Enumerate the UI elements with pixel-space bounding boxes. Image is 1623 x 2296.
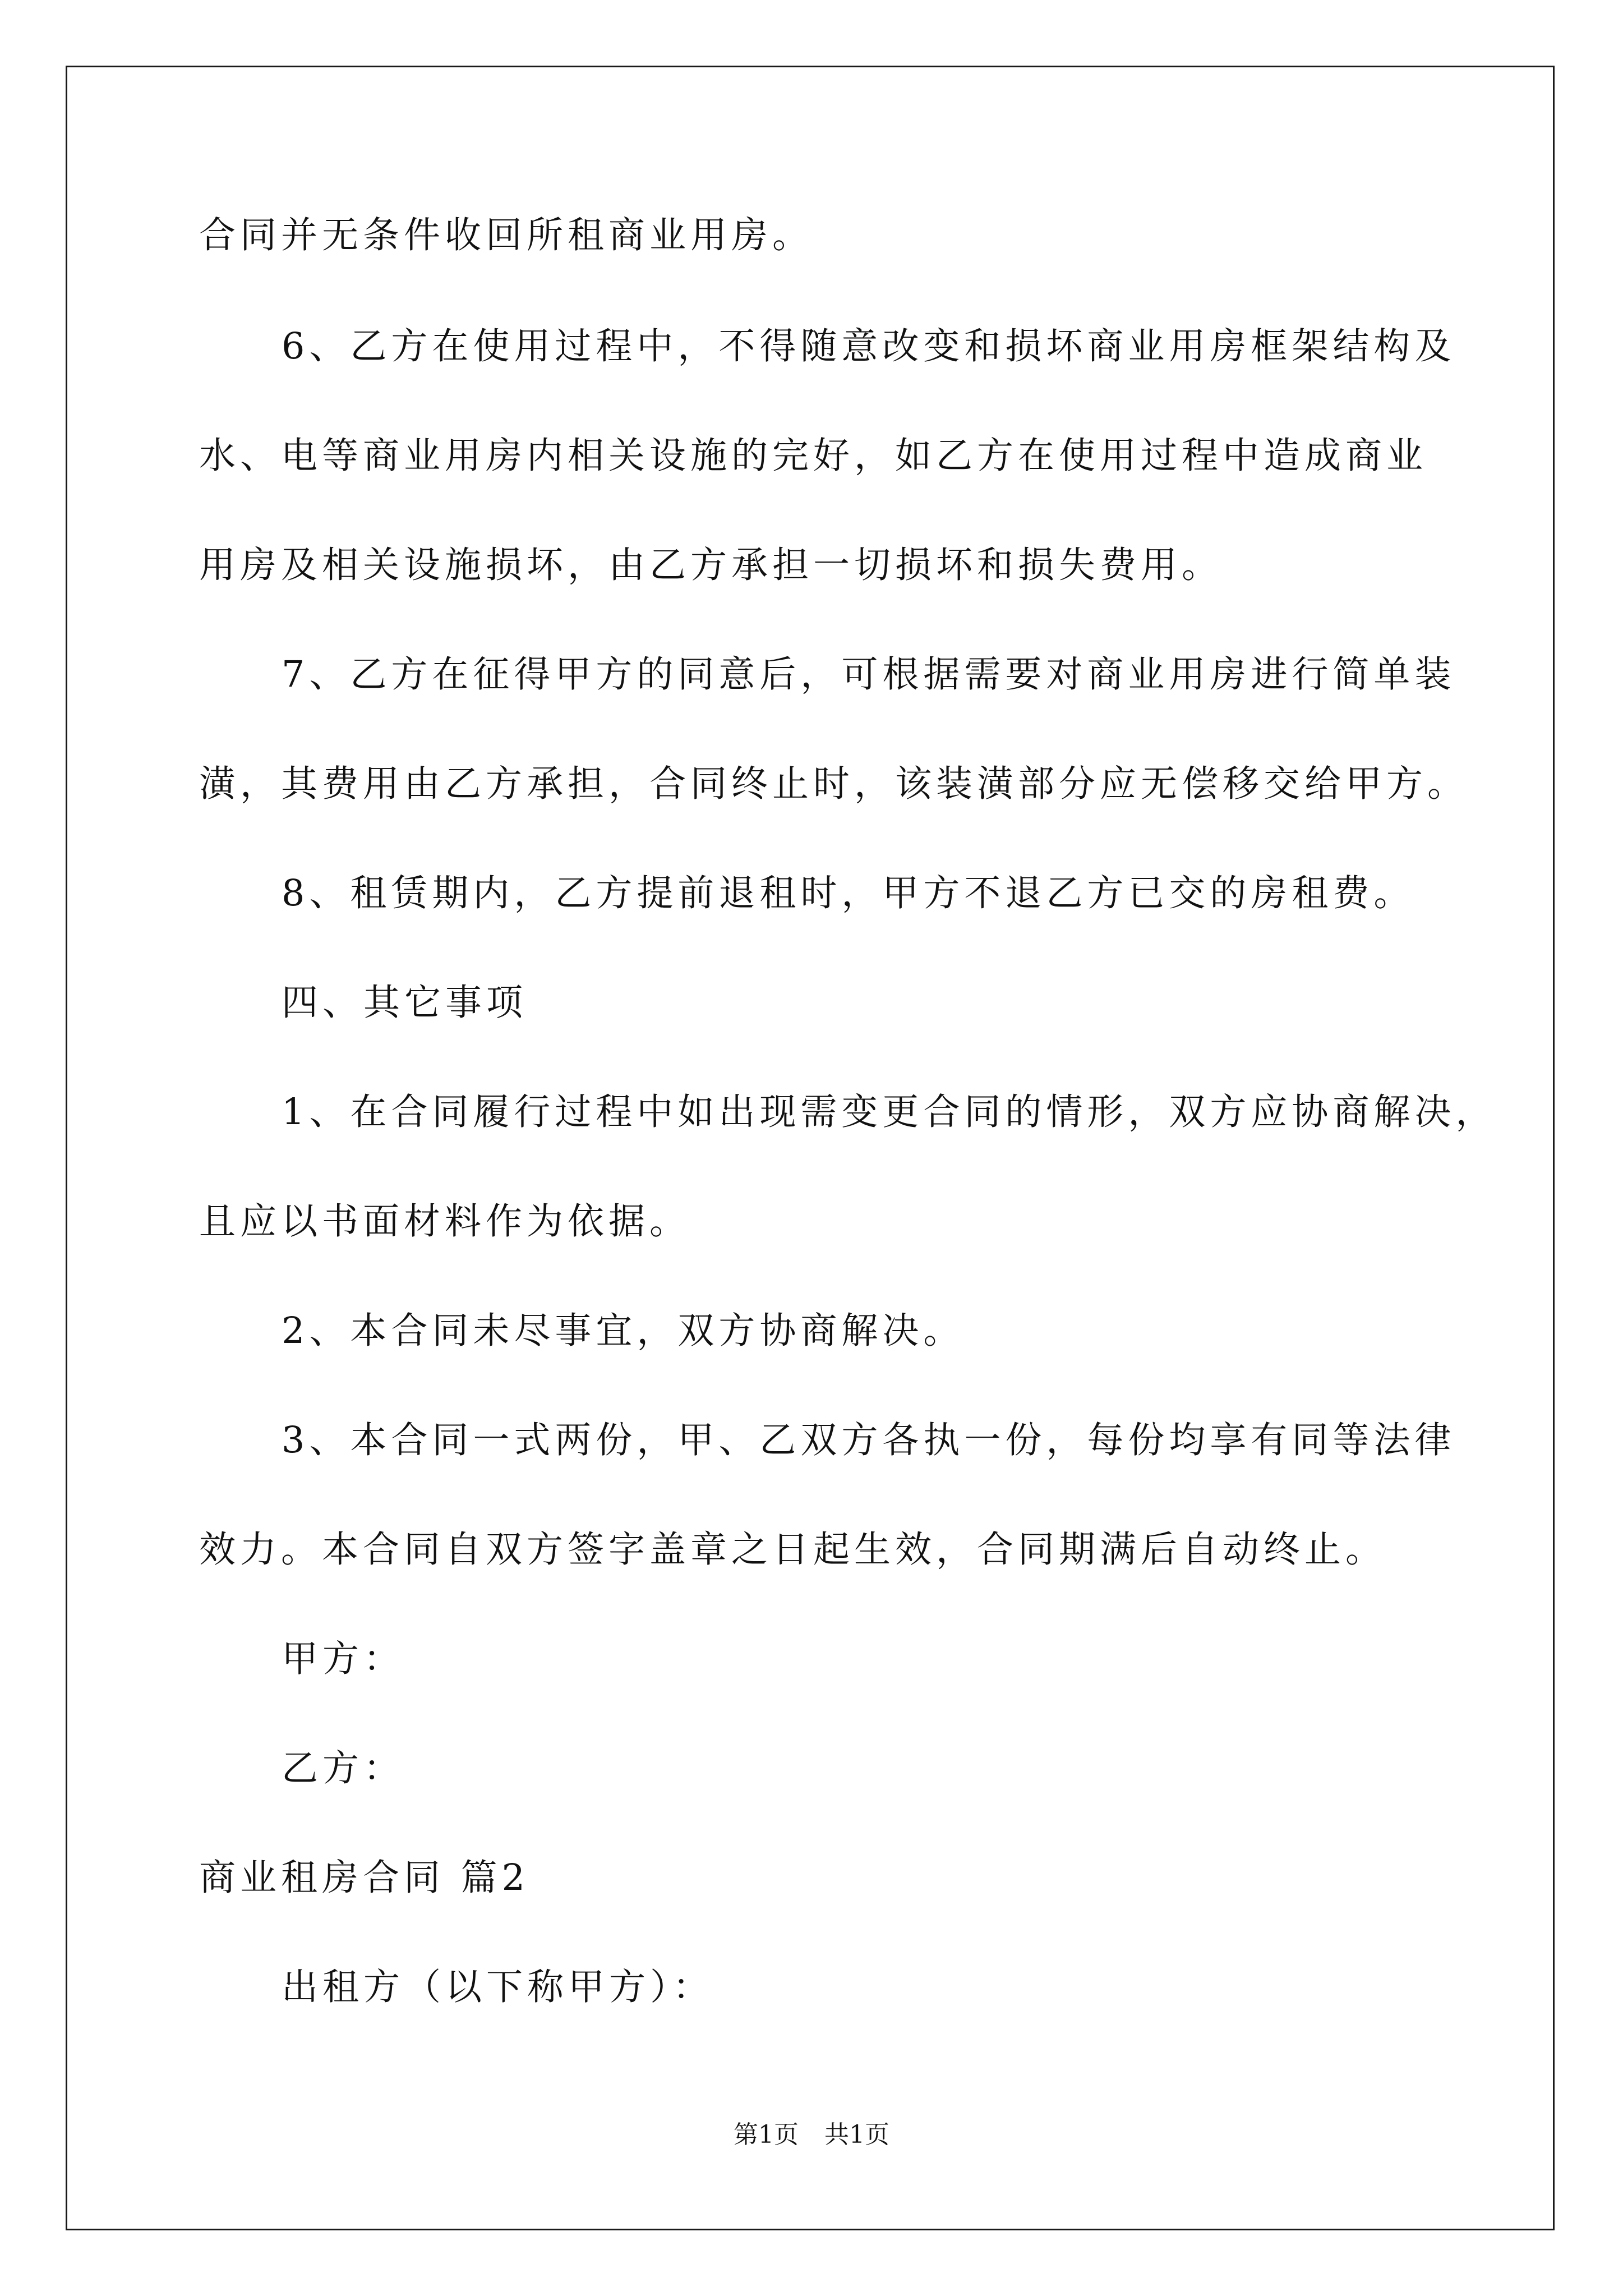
contract-title: 商业租房合同 篇2 (199, 1857, 530, 1899)
page-footer (0, 2118, 1623, 2152)
paragraph-line: 1、在合同履行过程中如出现需变更合同的情形，双方应协商解决， (282, 1091, 1497, 1133)
paragraph-line: 2、本合同未尽事宜，双方协商解决。 (282, 1310, 965, 1352)
paragraph-line: 且应以书面材料作为依据。 (199, 1200, 691, 1243)
party-b-label: 乙方： (282, 1747, 405, 1789)
paragraph-line: 效力。本合同自双方签字盖章之日起生效，合同期满后自动终止。 (199, 1529, 1387, 1571)
paragraph-line: 6、乙方在使用过程中，不得随意改变和损坏商业用房框架结构及 (282, 325, 1456, 367)
page-total: 共1页 (824, 2120, 889, 2149)
paragraph-line: 潢，其费用由乙方承担，合同终止时，该装潢部分应无偿移交给甲方。 (199, 763, 1469, 805)
lessor-label: 出租方（以下称甲方）： (282, 1966, 714, 2008)
page-number: 第1页 (734, 2120, 799, 2149)
paragraph-line: 合同并无条件收回所租商业用房。 (199, 214, 814, 256)
paragraph-line: 7、乙方在征得甲方的同意后，可根据需要对商业用房进行简单装 (282, 654, 1456, 696)
paragraph-line: 8、租赁期内，乙方提前退租时，甲方不退乙方已交的房租费。 (282, 872, 1415, 914)
paragraph-line: 用房及相关设施损坏，由乙方承担一切损坏和损失费用。 (199, 544, 1223, 586)
section-heading: 四、其它事项 (282, 982, 528, 1024)
paragraph-line: 3、本合同一式两份，甲、乙双方各执一份，每份均享有同等法律 (282, 1419, 1456, 1461)
paragraph-line: 水、电等商业用房内相关设施的完好，如乙方在使用过程中造成商业 (199, 435, 1428, 477)
page-border (66, 66, 1555, 2230)
party-a-label: 甲方： (282, 1638, 405, 1680)
